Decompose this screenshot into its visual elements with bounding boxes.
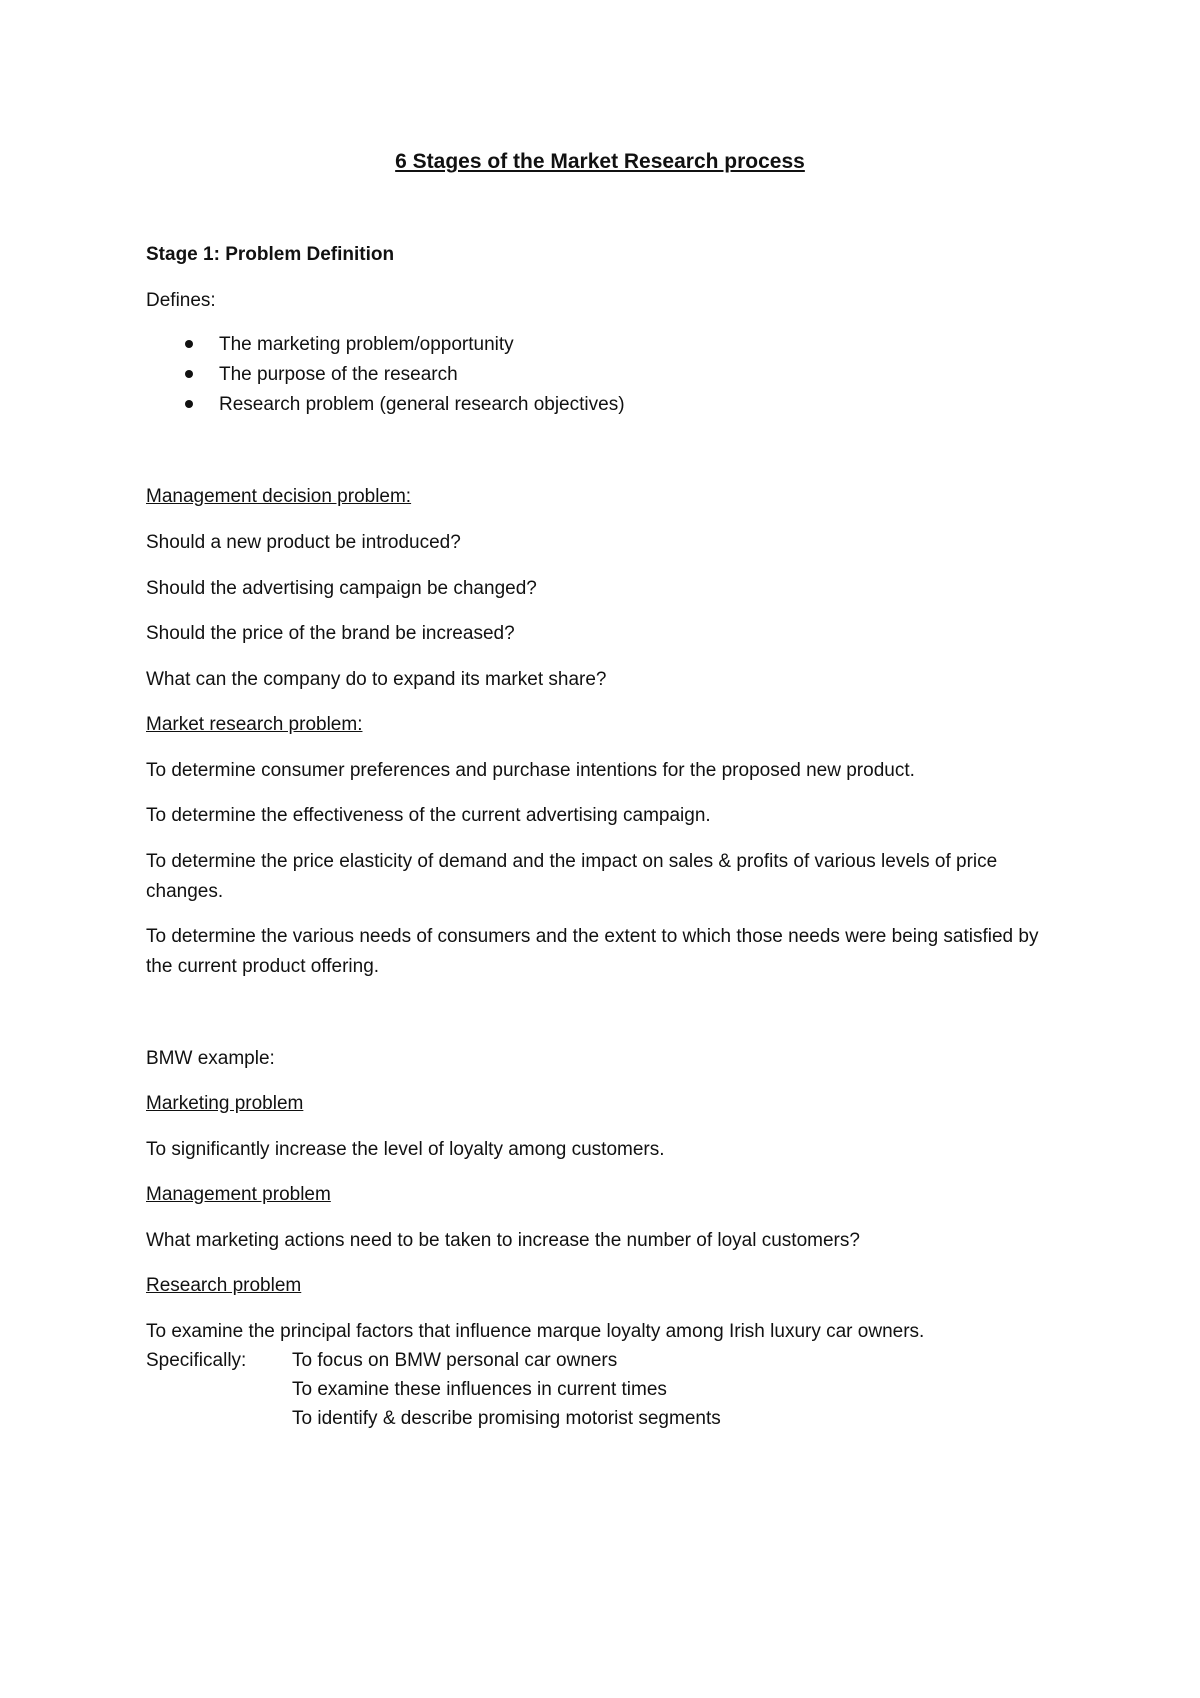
page-title: 6 Stages of the Market Research process: [395, 150, 805, 173]
specific-objective: To examine these influences in current times: [292, 1379, 667, 1400]
decision-question: Should the price of the brand be increased?: [146, 623, 515, 644]
specifically-label: Specifically:: [146, 1350, 247, 1371]
marketing-problem-text: To significantly increase the level of loyalty among customers.: [146, 1139, 665, 1160]
research-objective: To determine the various needs of consumers and the extent to which those needs were being satisfied by the current product offering.: [146, 926, 1039, 977]
management-decision-heading: Management decision problem:: [146, 486, 412, 507]
specific-objective: To identify & describe promising motorist segments: [292, 1408, 721, 1429]
bmw-example-label: BMW example:: [146, 1048, 275, 1069]
research-problem-heading: Research problem: [146, 1275, 302, 1296]
decision-question: What can the company do to expand its market share?: [146, 669, 607, 690]
decision-question: Should a new product be introduced?: [146, 532, 461, 553]
defines-label: Defines:: [146, 290, 216, 311]
research-objective: To determine the effectiveness of the current advertising campaign.: [146, 805, 711, 826]
bullet-item: The purpose of the research: [219, 364, 458, 385]
bullet-item: Research problem (general research objectives): [219, 394, 625, 415]
research-objective: To determine the price elasticity of demand and the impact on sales & profits of various levels of price changes.: [146, 851, 998, 902]
specific-objective: To focus on BMW personal car owners: [292, 1350, 618, 1371]
bullet-dot: [185, 340, 193, 348]
bullet-dot: [185, 370, 193, 378]
research-problem-text: To examine the principal factors that influence marque loyalty among Irish luxury car owners.: [146, 1321, 925, 1342]
management-problem-heading: Management problem: [146, 1184, 331, 1205]
research-objective: To determine consumer preferences and purchase intentions for the proposed new product.: [146, 760, 915, 781]
management-problem-text: What marketing actions need to be taken to increase the number of loyal customers?: [146, 1230, 860, 1251]
market-research-heading: Market research problem:: [146, 714, 363, 735]
bullet-item: The marketing problem/opportunity: [219, 334, 514, 355]
decision-question: Should the advertising campaign be changed?: [146, 578, 537, 599]
bullet-dot: [185, 400, 193, 408]
marketing-problem-heading: Marketing problem: [146, 1093, 304, 1114]
stage-1-heading: Stage 1: Problem Definition: [146, 244, 395, 265]
